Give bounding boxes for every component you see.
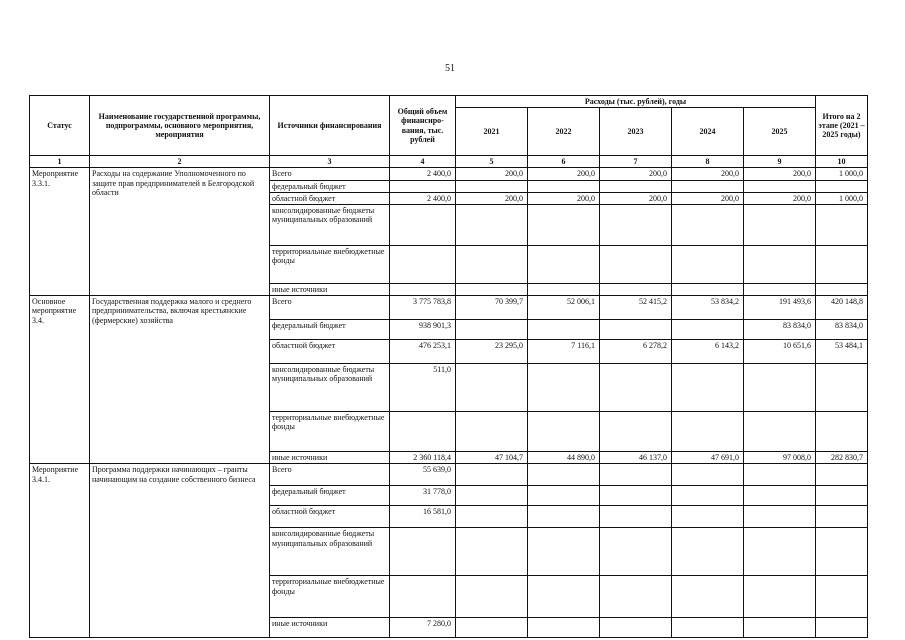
funding-source: Всего — [270, 464, 390, 486]
row-status: Мероприятие 3.4.1. — [30, 464, 90, 638]
cell-2023 — [600, 204, 672, 245]
row-name: Государственная поддержка малого и среднего предпринимательства, включая крестьянские (фермерские) хозяйства — [90, 296, 270, 464]
cell-2024: 47 691,0 — [672, 452, 744, 464]
cell-2021 — [456, 506, 528, 528]
cell-total — [390, 180, 456, 192]
cell-2025 — [744, 412, 816, 452]
cell-2024 — [672, 618, 744, 638]
cell-2024: 200,0 — [672, 192, 744, 204]
column-number: 8 — [672, 156, 744, 168]
cell-total — [390, 245, 456, 283]
cell-2023 — [600, 506, 672, 528]
cell-2022 — [528, 245, 600, 283]
cell-2023 — [600, 576, 672, 618]
cell-stage-total — [816, 576, 868, 618]
cell-2022 — [528, 180, 600, 192]
cell-2025 — [744, 506, 816, 528]
column-number: 2 — [90, 156, 270, 168]
cell-2024: 53 834,2 — [672, 296, 744, 320]
cell-2025 — [744, 618, 816, 638]
cell-total — [390, 283, 456, 295]
cell-total — [390, 576, 456, 618]
cell-stage-total — [816, 506, 868, 528]
cell-2022 — [528, 506, 600, 528]
header-expenses: Расходы (тыс. рублей), годы — [456, 96, 816, 108]
cell-total: 2 400,0 — [390, 192, 456, 204]
cell-stage-total — [816, 245, 868, 283]
cell-2023 — [600, 320, 672, 340]
funding-source: федеральный бюджет — [270, 486, 390, 506]
header-status: Статус — [30, 96, 90, 156]
cell-2022 — [528, 464, 600, 486]
cell-stage-total — [816, 180, 868, 192]
page-number: 51 — [445, 63, 455, 74]
funding-source: Всего — [270, 168, 390, 180]
cell-2024 — [672, 412, 744, 452]
cell-2024 — [672, 320, 744, 340]
cell-total: 2 400,0 — [390, 168, 456, 180]
table-body — [30, 168, 868, 638]
cell-2024 — [672, 576, 744, 618]
cell-2025 — [744, 180, 816, 192]
cell-stage-total: 1 000,0 — [816, 168, 868, 180]
cell-2024 — [672, 464, 744, 486]
cell-2021 — [456, 180, 528, 192]
header-total: Общий объем финансиро-вания, тыс. рублей — [390, 96, 456, 156]
cell-2025 — [744, 576, 816, 618]
cell-2025 — [744, 486, 816, 506]
header-stage-total: Итого на 2 этапе (2021 – 2025 годы) — [816, 96, 868, 156]
funding-source: территориальные внебюджетные фонды — [270, 576, 390, 618]
column-number: 10 — [816, 156, 868, 168]
cell-2023 — [600, 412, 672, 452]
cell-stage-total: 420 148,8 — [816, 296, 868, 320]
row-name: Программа поддержки начинающих – гранты начинающим на создание собственного бизнеса — [90, 464, 270, 638]
column-number: 6 — [528, 156, 600, 168]
funding-source: областной бюджет — [270, 340, 390, 364]
cell-2025: 191 493,6 — [744, 296, 816, 320]
funding-source: иные источники — [270, 283, 390, 295]
cell-2023: 200,0 — [600, 168, 672, 180]
cell-2024 — [672, 486, 744, 506]
financing-table — [29, 95, 868, 638]
cell-2025 — [744, 204, 816, 245]
cell-2025: 83 834,0 — [744, 320, 816, 340]
cell-2021: 23 295,0 — [456, 340, 528, 364]
cell-total: 7 280,0 — [390, 618, 456, 638]
cell-2022 — [528, 412, 600, 452]
cell-2025: 10 651,6 — [744, 340, 816, 364]
cell-2024 — [672, 204, 744, 245]
cell-2022 — [528, 618, 600, 638]
cell-2025 — [744, 245, 816, 283]
funding-source: консолидированные бюджеты муниципальных образований — [270, 204, 390, 245]
cell-2022 — [528, 528, 600, 576]
header-year: 2024 — [672, 108, 744, 156]
cell-total: 938 901,3 — [390, 320, 456, 340]
header-year: 2023 — [600, 108, 672, 156]
cell-2021 — [456, 245, 528, 283]
cell-2022 — [528, 283, 600, 295]
cell-2023 — [600, 528, 672, 576]
column-number: 5 — [456, 156, 528, 168]
cell-2021 — [456, 320, 528, 340]
cell-total — [390, 204, 456, 245]
cell-2023: 46 137,0 — [600, 452, 672, 464]
cell-2021 — [456, 283, 528, 295]
cell-stage-total — [816, 486, 868, 506]
cell-total: 55 639,0 — [390, 464, 456, 486]
cell-2025: 200,0 — [744, 192, 816, 204]
cell-2023: 52 415,2 — [600, 296, 672, 320]
cell-total: 2 360 118,4 — [390, 452, 456, 464]
column-number: 7 — [600, 156, 672, 168]
cell-2022 — [528, 364, 600, 412]
cell-stage-total — [816, 618, 868, 638]
cell-2022: 52 006,1 — [528, 296, 600, 320]
funding-source: консолидированные бюджеты муниципальных образований — [270, 528, 390, 576]
cell-2024: 6 143,2 — [672, 340, 744, 364]
cell-stage-total: 1 000,0 — [816, 192, 868, 204]
cell-total: 511,0 — [390, 364, 456, 412]
funding-source: территориальные внебюджетные фонды — [270, 412, 390, 452]
cell-2021 — [456, 486, 528, 506]
cell-2021 — [456, 204, 528, 245]
cell-2021: 47 104,7 — [456, 452, 528, 464]
cell-stage-total — [816, 412, 868, 452]
cell-stage-total — [816, 528, 868, 576]
cell-total: 31 778,0 — [390, 486, 456, 506]
cell-2021: 70 399,7 — [456, 296, 528, 320]
cell-2021: 200,0 — [456, 192, 528, 204]
funding-source: иные источники — [270, 452, 390, 464]
row-status: Мероприятие 3.3.1. — [30, 168, 90, 296]
cell-2022: 200,0 — [528, 168, 600, 180]
cell-total: 476 253,1 — [390, 340, 456, 364]
cell-stage-total — [816, 464, 868, 486]
cell-2022 — [528, 204, 600, 245]
funding-source: областной бюджет — [270, 506, 390, 528]
cell-2024 — [672, 506, 744, 528]
cell-2021 — [456, 618, 528, 638]
header-name: Наименование государственной программы, подпрограммы, основного мероприятия, мероприятия — [90, 96, 270, 156]
header-year: 2022 — [528, 108, 600, 156]
cell-2023: 6 278,2 — [600, 340, 672, 364]
cell-2022: 7 116,1 — [528, 340, 600, 364]
cell-2025 — [744, 364, 816, 412]
funding-source: иные источники — [270, 618, 390, 638]
cell-2023 — [600, 283, 672, 295]
cell-2023 — [600, 364, 672, 412]
cell-2024 — [672, 528, 744, 576]
cell-2021 — [456, 412, 528, 452]
cell-2024 — [672, 245, 744, 283]
cell-2025 — [744, 283, 816, 295]
cell-2021 — [456, 464, 528, 486]
cell-2021 — [456, 576, 528, 618]
cell-2023 — [600, 245, 672, 283]
cell-2022: 200,0 — [528, 192, 600, 204]
cell-2024 — [672, 180, 744, 192]
cell-2023 — [600, 618, 672, 638]
funding-source: территориальные внебюджетные фонды — [270, 245, 390, 283]
column-number: 4 — [390, 156, 456, 168]
cell-2021 — [456, 364, 528, 412]
cell-2023 — [600, 486, 672, 506]
cell-2024 — [672, 364, 744, 412]
cell-2025 — [744, 464, 816, 486]
column-number: 3 — [270, 156, 390, 168]
cell-2024: 200,0 — [672, 168, 744, 180]
cell-2022 — [528, 320, 600, 340]
column-number: 1 — [30, 156, 90, 168]
column-number: 9 — [744, 156, 816, 168]
cell-total: 3 775 783,8 — [390, 296, 456, 320]
funding-source: федеральный бюджет — [270, 320, 390, 340]
cell-stage-total — [816, 283, 868, 295]
header-year: 2021 — [456, 108, 528, 156]
cell-stage-total: 53 484,1 — [816, 340, 868, 364]
cell-total — [390, 528, 456, 576]
row-status: Основное мероприятие 3.4. — [30, 296, 90, 464]
table-row — [30, 296, 868, 320]
cell-2025 — [744, 528, 816, 576]
funding-source: консолидированные бюджеты муниципальных образований — [270, 364, 390, 412]
cell-2022: 44 890,0 — [528, 452, 600, 464]
cell-2023 — [600, 180, 672, 192]
header-year: 2025 — [744, 108, 816, 156]
table-row — [30, 464, 868, 486]
header-sources: Источники финансирования — [270, 96, 390, 156]
cell-stage-total — [816, 204, 868, 245]
cell-stage-total: 83 834,0 — [816, 320, 868, 340]
cell-2023: 200,0 — [600, 192, 672, 204]
cell-2021 — [456, 528, 528, 576]
cell-2022 — [528, 576, 600, 618]
cell-stage-total — [816, 364, 868, 412]
funding-source: федеральный бюджет — [270, 180, 390, 192]
funding-source: областной бюджет — [270, 192, 390, 204]
cell-2022 — [528, 486, 600, 506]
table-row — [30, 168, 868, 180]
cell-total: 16 581,0 — [390, 506, 456, 528]
cell-2025: 200,0 — [744, 168, 816, 180]
cell-stage-total: 282 830,7 — [816, 452, 868, 464]
cell-total — [390, 412, 456, 452]
cell-2023 — [600, 464, 672, 486]
row-name: Расходы на содержание Уполномоченного по защите прав предпринимателей в Белгородской области — [90, 168, 270, 296]
cell-2025: 97 008,0 — [744, 452, 816, 464]
cell-2024 — [672, 283, 744, 295]
funding-source: Всего — [270, 296, 390, 320]
cell-2021: 200,0 — [456, 168, 528, 180]
